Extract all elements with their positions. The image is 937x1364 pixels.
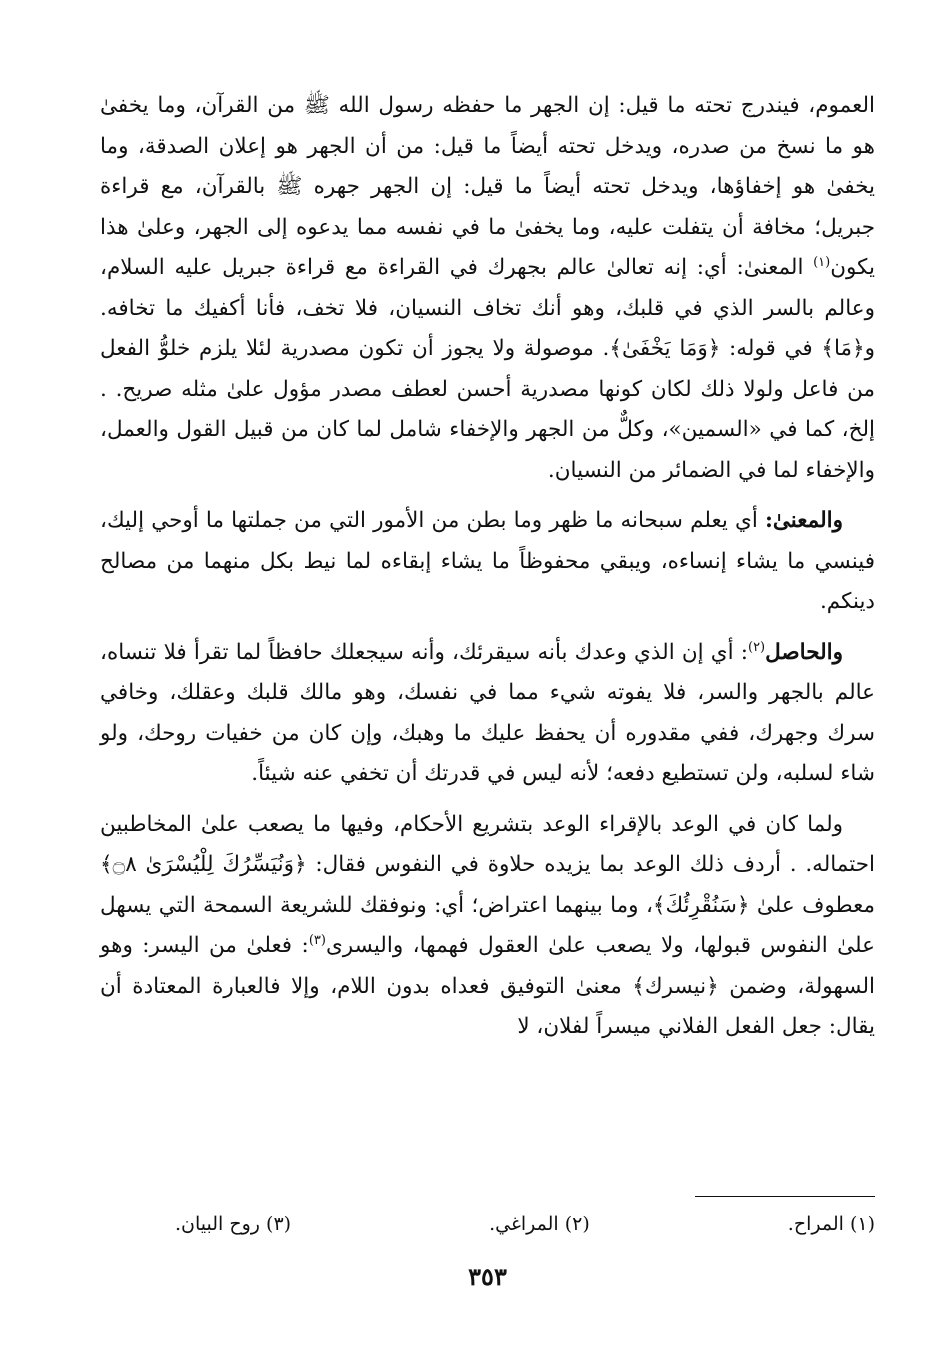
paragraph-1	[100, 86, 875, 491]
paragraph-text: العموم، فيندرج تحته ما قيل: إن الجهر ما حفظه رسول الله ﷺ من القرآن، وما يخفىٰ هو ما نسخ من صدره، ويدخل تحته أيضاً ما قيل: من أن الجهر هو إعلان الصدقة، وما يخفىٰ هو إخفاؤها، ويدخل تحته أيضاً ما قيل: إن الجهر جهره ﷺ بالقرآن، مع قراءة جبريل؛ مخافة أن يتفلت عليه، وما يخفىٰ ما في نفسه مما يدعوه إلى الجهر، وعلىٰ هذا يكون	[100, 93, 875, 280]
footnotes	[175, 1210, 875, 1238]
footnote-ref: (٣)	[308, 932, 326, 948]
footnote-ref: (٢)	[747, 639, 766, 655]
paragraph-text: : أي إن الذي وعدك بأنه سيقرئك، وأنه سيجعلك حافظاً لما تقرأ فلا تنساه، عالم بالجهر والسر، فلا يفوته شيء مما في نفسك، وهو مالك قلبك وعقلك، وخافي سرك وجهرك، ففي مقدوره أن يحفظ عليك ما وهبك، وإن كان من خفيات روحك، ولو شاء لسلبه، ولن تستطيع دفعه؛ لأنه ليس في قدرتك أن تخفي عنه شيئاً.	[100, 639, 875, 786]
page-content	[100, 86, 875, 1346]
paragraph-lead-word: والمعنىٰ:	[764, 508, 843, 533]
page-number: ٣٥٣	[468, 1262, 507, 1291]
footnote-3: (٣) روح البيان.	[175, 1213, 292, 1235]
paragraph-text-continued: المعنىٰ: أي: إنه تعالىٰ عالم بجهرك في القراءة مع قراءة جبريل عليه السلام، وعالم بالسر الذي في قلبك، وهو أنك تخاف النسيان، فلا تخف، فأنا أكفيك ما تخافه. و﴿مَا﴾ في قوله: ﴿وَمَا يَخْفَىٰ﴾. موصولة ولا يجوز أن تكون مصدرية لئلا يلزم خلوُّ الفعل من فاعل ولولا ذلك لكان كونها مصدرية أحسن لعطف مصدر مؤول علىٰ مثله صريح. . إلخ، كما في «السمين»، وكلٌّ من الجهر والإخفاء شامل لما كان من قبيل القول والعمل، والإخفاء لما في الضمائر من النسيان.	[100, 255, 875, 483]
footnote-separator	[695, 1196, 875, 1197]
paragraph-text: ولما كان في الوعد بالإقراء الوعد بتشريع الأحكام، وفيها ما يصعب علىٰ المخاطبين احتماله. . أردف ذلك الوعد بما يزيده حلاوة في النفوس فقال: ﴿وَنُيَسِّرُكَ لِلْيُسْرَىٰ ۝٨﴾ معطوف علىٰ ﴿سَنُقْرِئُكَ﴾، وما بينهما اعتراض؛ أي: ونوفقك للشريعة السمحة التي يسهل علىٰ النفوس قبولها، ولا يصعب علىٰ العقول فهمها، واليسرى	[100, 811, 876, 958]
footnote-2: (٢) المراغي.	[489, 1213, 590, 1235]
footnote-1: (١) المراح.	[787, 1213, 875, 1235]
paragraph-2	[100, 501, 875, 623]
paragraph-text-continued: : فعلىٰ من اليسر: وهو السهولة، وضمن ﴿نيسرك﴾ معنىٰ التوفيق فعداه بدون اللام، وإلا فالعبارة المعتادة أن يقال: جعل الفعل الفلاني ميسراً لفلان، لا	[100, 933, 875, 1039]
paragraph-lead-word: والحاصل	[765, 639, 843, 665]
paragraph-3	[100, 633, 875, 795]
footnote-ref: (١)	[813, 254, 831, 270]
paragraph-4	[100, 805, 875, 1048]
paragraph-text: أي يعلم سبحانه ما ظهر وما بطن من الأمور التي من جملتها ما أوحي إليك، فينسي ما يشاء إنساءه، ويبقي محفوظاً ما يشاء إبقاءه لما نيط بكل منهما من مصالح دينكم.	[100, 508, 876, 614]
